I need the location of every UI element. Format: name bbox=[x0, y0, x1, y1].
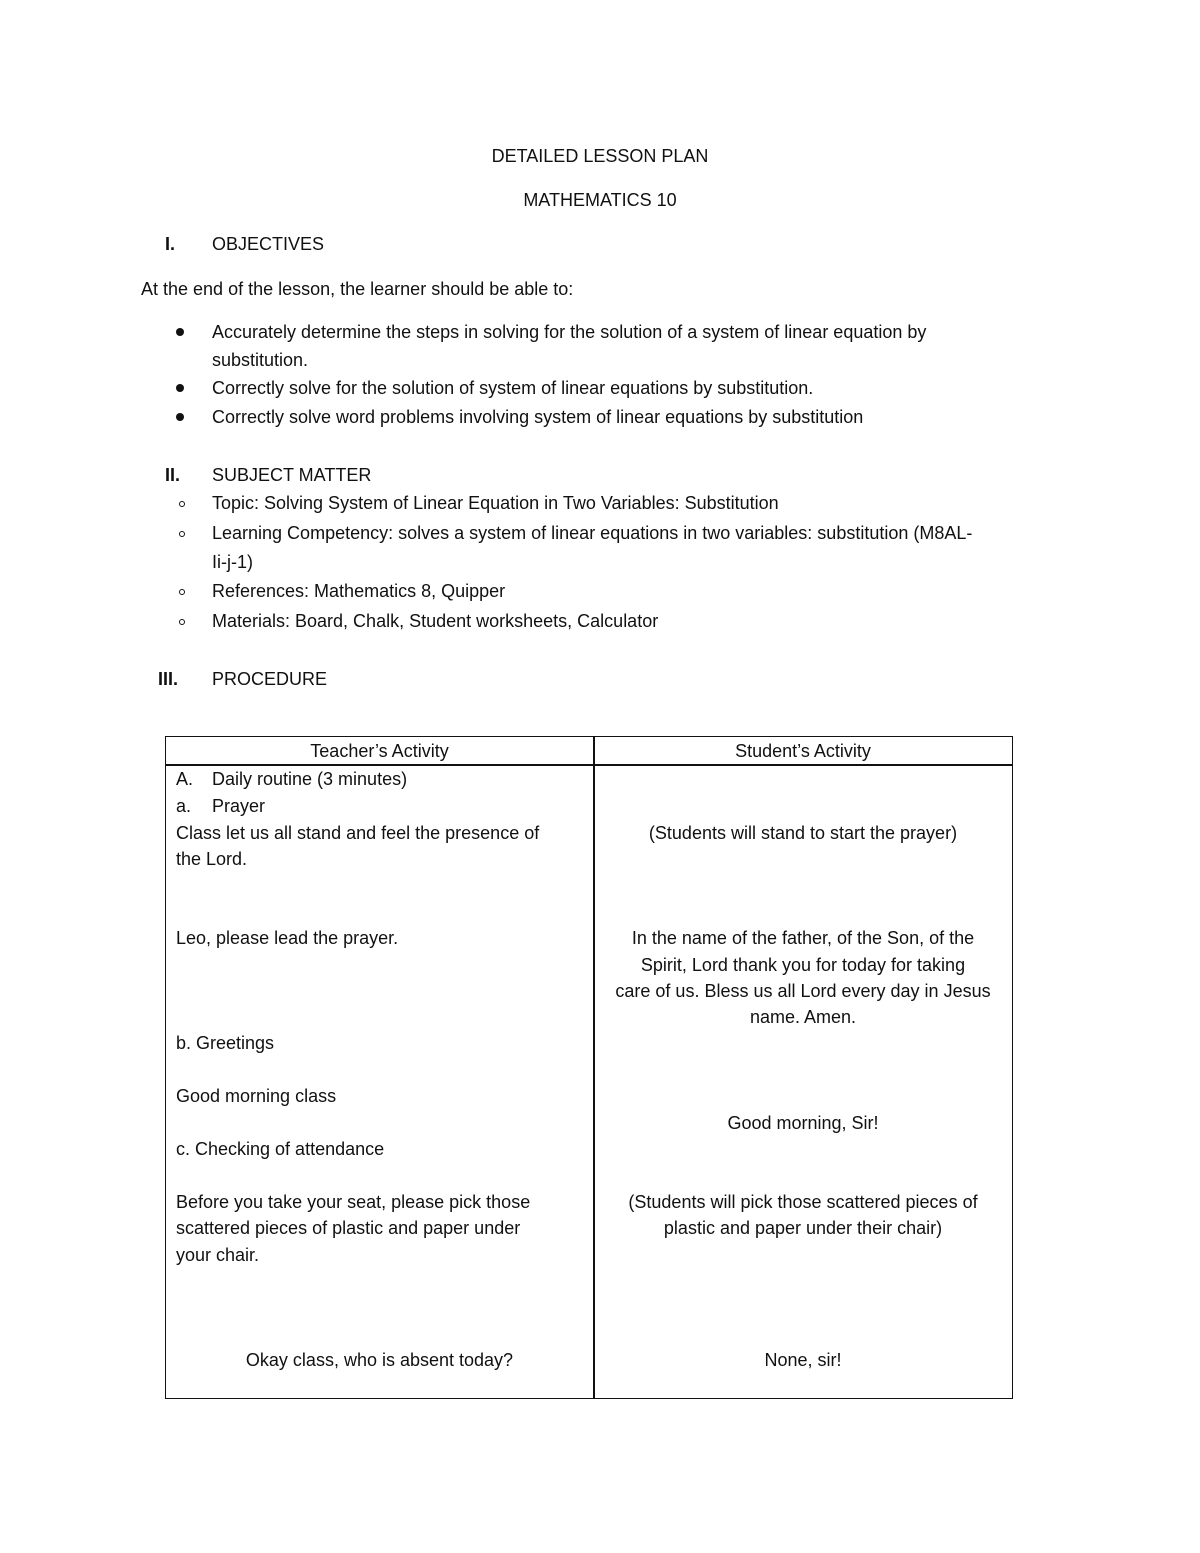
teacher-stand-line2: the Lord. bbox=[176, 849, 248, 869]
student-prayer-line4: name. Amen. bbox=[749, 1007, 857, 1027]
procedure-table bbox=[165, 736, 1013, 1399]
subject-topic: Topic: Solving System of Linear Equation in Two Variables: Substitution bbox=[212, 493, 779, 513]
table-header-student: Student’s Activity bbox=[735, 741, 871, 761]
student-prayer-line2: Spirit, Lord thank you for today for taking bbox=[640, 955, 966, 975]
subject-materials: Materials: Board, Chalk, Student worksheets, Calculator bbox=[212, 611, 659, 631]
section-heading-subject-matter: SUBJECT MATTER bbox=[212, 465, 372, 485]
subject-references: References: Mathematics 8, Quipper bbox=[212, 581, 506, 601]
section-heading-objectives: OBJECTIVES bbox=[212, 234, 325, 254]
student-good-morning: Good morning, Sir! bbox=[727, 1113, 879, 1133]
table-header-divider bbox=[166, 764, 1012, 766]
objective-3: Correctly solve word problems involving system of linear equations by substitution bbox=[212, 407, 864, 427]
circle-bullet-icon bbox=[179, 501, 185, 507]
student-prayer-line1: In the name of the father, of the Son, of the bbox=[631, 928, 975, 948]
student-prayer-line3: care of us. Bless us all Lord every day in Jesus bbox=[615, 981, 991, 1001]
teacher-daily-routine: Daily routine (3 minutes) bbox=[212, 769, 408, 789]
teacher-item-letter-a: A. bbox=[176, 769, 194, 789]
student-stand: (Students will stand to start the prayer) bbox=[648, 823, 958, 843]
teacher-seat-line2: scattered pieces of plastic and paper under bbox=[176, 1218, 521, 1238]
teacher-absent: Okay class, who is absent today? bbox=[245, 1350, 514, 1370]
student-none: None, sir! bbox=[764, 1350, 842, 1370]
teacher-stand-line1: Class let us all stand and feel the presence of bbox=[176, 823, 540, 843]
objective-2: Correctly solve for the solution of system of linear equations by substitution. bbox=[212, 378, 814, 398]
teacher-leo: Leo, please lead the prayer. bbox=[176, 928, 399, 948]
subject-competency-line1: Learning Competency: solves a system of linear equations in two variables: substitution (M8AL- bbox=[212, 523, 973, 543]
document-subtitle: MATHEMATICS 10 bbox=[523, 190, 677, 210]
student-pick-line1: (Students will pick those scattered pieces of bbox=[628, 1192, 978, 1212]
student-pick-line2: plastic and paper under their chair) bbox=[663, 1218, 943, 1238]
objectives-intro: At the end of the lesson, the learner should be able to: bbox=[141, 279, 574, 299]
document-title: DETAILED LESSON PLAN bbox=[491, 146, 709, 166]
section-heading-procedure: PROCEDURE bbox=[212, 669, 328, 689]
teacher-good-morning: Good morning class bbox=[176, 1086, 337, 1106]
bullet-icon bbox=[176, 384, 184, 392]
table-header-teacher: Teacher’s Activity bbox=[310, 741, 449, 761]
subject-competency-line2: Ii-j-1) bbox=[212, 552, 253, 572]
teacher-seat-line1: Before you take your seat, please pick those bbox=[176, 1192, 531, 1212]
section-number-objectives: I. bbox=[165, 234, 176, 254]
circle-bullet-icon bbox=[179, 531, 185, 537]
objective-1-line1: Accurately determine the steps in solving for the solution of a system of linear equation by bbox=[212, 322, 927, 342]
teacher-greetings: b. Greetings bbox=[176, 1033, 275, 1053]
teacher-prayer-label: Prayer bbox=[212, 796, 266, 816]
teacher-item-letter-prayer: a. bbox=[176, 796, 192, 816]
section-number-procedure: III. bbox=[158, 669, 179, 689]
bullet-icon bbox=[176, 328, 184, 336]
bullet-icon bbox=[176, 413, 184, 421]
circle-bullet-icon bbox=[179, 619, 185, 625]
objective-1-line2: substitution. bbox=[212, 350, 309, 370]
teacher-attendance: c. Checking of attendance bbox=[176, 1139, 385, 1159]
section-number-subject-matter: II. bbox=[165, 465, 181, 485]
teacher-seat-line3: your chair. bbox=[176, 1245, 260, 1265]
circle-bullet-icon bbox=[179, 589, 185, 595]
